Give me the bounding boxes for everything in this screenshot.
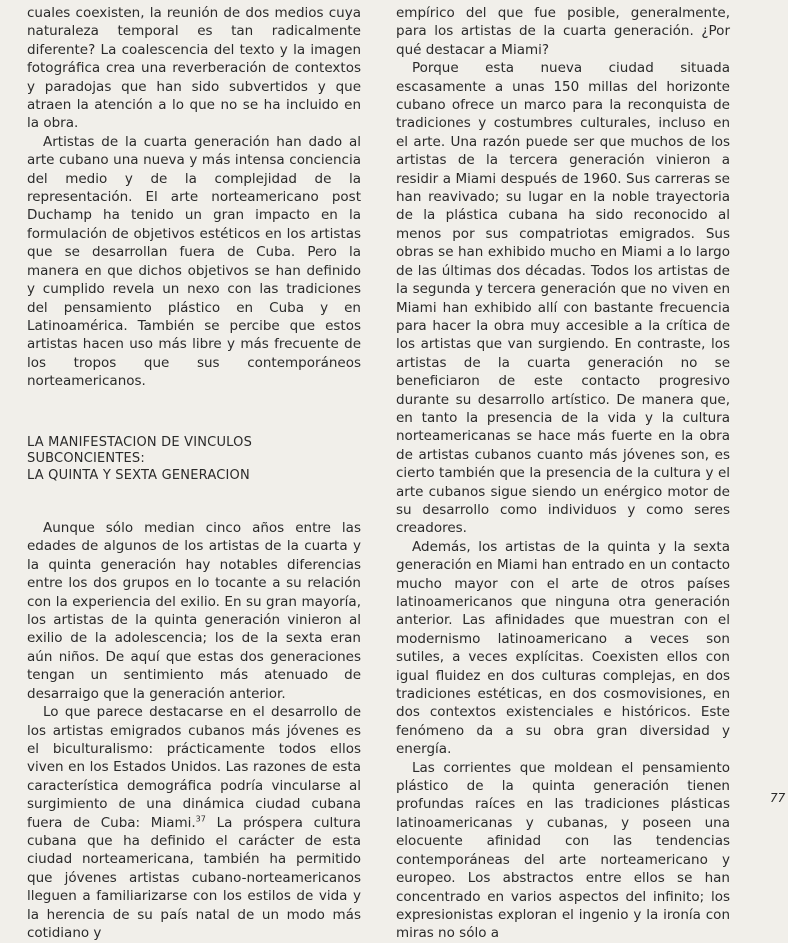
paragraph: Además, los artistas de la quinta y la sexta generación en Miami han entrado en un contacto mucho mayor con el arte de otros países latinoamericanos que ninguna otra generación anterior. Las afinidades que muestran con el modernismo latinoamericano a veces son sutiles, a veces explícitas. Coexisten ellos con igual fluidez en dos culturas complejas, en dos tradiciones estéticas, en dos cosmovisiones, en dos contextos existenciales e históricos. Este fenómeno da a su obra gran diversidad y energía. (396, 538, 730, 758)
paragraph: Porque esta nueva ciudad situada escasamente a unas 150 millas del horizonte cubano ofrece un marco para la reconquista de tradiciones y costumbres culturales, incluso en el arte. Una razón puede ser que muchos de los artistas de la tercera generación vinieron a residir a Miami después de 1960. Sus carreras se han reavivado; su lugar en la noble trayectoria de la plástica cubana ha sido reconocido al menos por sus compatriotas emigrados. Sus obras se han exhibido mucho en Miami a lo largo de las últimas dos décadas. Todos los artistas de la segunda y tercera generación que no viven en Miami han exhibido allí con bastante frecuencia para hacer la obra muy accesible a la crítica de los artistas que van surgiendo. En contraste, los artistas de la cuarta generación no se beneficiaron de este contacto progresivo durante su desarrollo artístico. De manera que, en tanto la presencia de la vida y la cultura norteamericanas se hace más fuerte en la obra de artistas cubanos cuanto más jóvenes son, es cierto también que la presencia de la cultura y el arte cubanos sigue siendo un enérgico motor de su desarrollo como individuos y como seres creadores. (396, 60, 730, 537)
paragraph-text: Lo que parece destacarse en el desarrollo de los artistas emigrados cubanos más jóvenes es el biculturalismo: prácticamente todos ellos viven en los Estados Unidos. Las razones de esta característica demográfica podría vincularse al surgimiento de una dinámica ciudad cubana fuera de Cuba: Miami. (27, 704, 361, 831)
right-column (396, 4, 730, 943)
paragraph: empírico del que fue posible, generalmente, para los artistas de la cuarta generación. ¿Por qué destacar a Miami? (396, 5, 730, 58)
section-heading (27, 435, 361, 485)
paragraph: Las corrientes que moldean el pensamiento plástico de la quinta generación tienen profundas raíces en las tradiciones plásticas latinoamericanas y cubanas, y poseen una elocuente afinidad con las tendencias contemporáneas del arte norteamericano y europeo. Los abstractos entre ellos se han concentrado en varios aspectos del infinito; los expresionistas exploran el ingenio y la ironía con miras no sólo a (396, 759, 730, 942)
page-number: 77 (770, 791, 786, 805)
paragraph: Artistas de la cuarta generación han dado al arte cubano una nueva y más intensa conciencia del medio y de la complejidad de la representación. El arte norteamericano post Duchamp ha tenido un gran impacto en la formulación de objetivos estéticos en los artistas que se desarrollan fuera de Cuba. Pero la manera en que dichos objetivos se han definido y cumplido revela un nexo con las tradiciones del pensamiento plástico en Cuba y en Latinoamérica. También se percibe que estos artistas hacen uso más libre y más frecuente de los tropos que sus contemporáneos norteamericanos. (27, 133, 361, 390)
left-column (27, 4, 361, 942)
paragraph: Aunque sólo median cinco años entre las edades de algunos de los artistas de la cuarta y la quinta generación hay notables diferencias entre los dos grupos en lo tocante a su relación con la experiencia del exilio. En su gran mayoría, los artistas de la quinta generación vinieron al exilio de la adolescencia; los de la sexta eran aún niños. De aquí que estas dos generaciones tengan un sentimiento más atenuado de desarraigo que la generación anterior. (27, 520, 361, 702)
heading-line: LA QUINTA Y SEXTA GENERACION (27, 467, 250, 483)
paragraph-text: La próspera cultura cubana que ha definido el carácter de esta ciudad norteamericana, también ha permitido que jóvenes artistas cubano-norteamericanos lleguen a familiarizarse con los estilos de vida y la herencia de su país natal de un modo más cotidiano y (27, 814, 361, 941)
paragraph: cuales coexisten, la reunión de dos medios cuya naturaleza temporal es tan radicalmente diferente? La coalescencia del texto y la imagen fotográfica crea una reverberación de contextos y paradojas que han sido subvertidos y que atraen la atención a lo que no se ha incluido en la obra. (27, 5, 361, 132)
heading-line: LA MANIFESTACION DE VINCULOS (27, 434, 253, 450)
heading-line: SUBCONCIENTES: (27, 451, 145, 467)
footnote-reference: 37 (195, 814, 206, 824)
paragraph (27, 703, 361, 942)
